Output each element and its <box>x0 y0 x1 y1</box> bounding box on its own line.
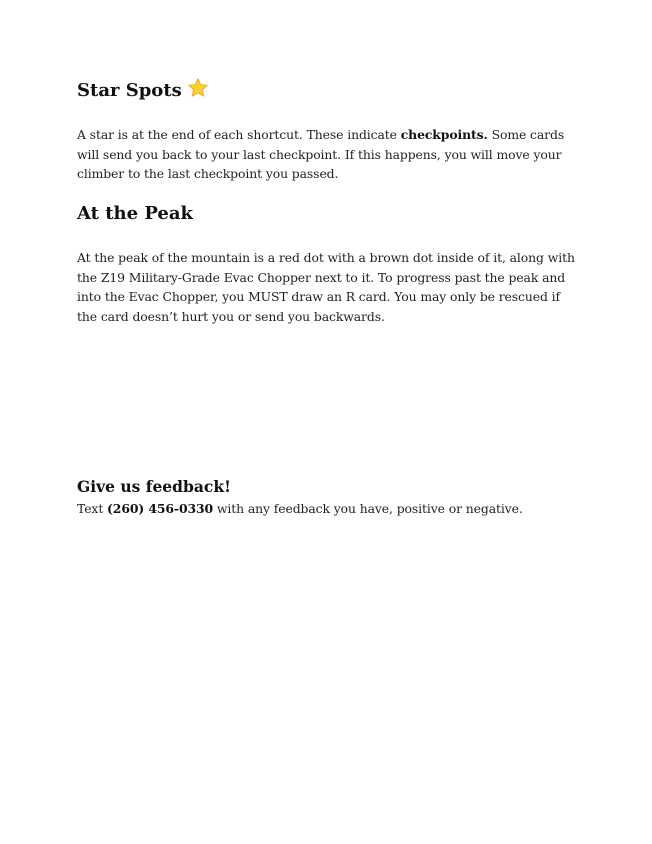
section-star-spots <box>77 77 577 184</box>
section-feedback <box>77 477 577 519</box>
star-spots-text-2: Some cards will send you back to your last checkpoint. If this happens, you will move your climber to the last checkpoint you passed. <box>77 127 565 181</box>
star-spots-text-1: A star is at the end of each shortcut. These indicate <box>77 127 401 142</box>
star-spots-heading <box>77 77 577 103</box>
star-spots-paragraph <box>77 125 577 184</box>
at-the-peak-paragraph: At the peak of the mountain is a red dot with a brown dot inside of it, along with the Z19 Military-Grade Evac Chopper next to it. To progress past the peak and into the Evac Chopper, you MUST draw an R card. You may only be rescued if the card doesn’t hurt you or send you backwards. <box>77 250 575 324</box>
feedback-text-1: Text <box>77 501 108 516</box>
feedback-text-2: with any feedback you have, positive or negative. <box>213 501 523 516</box>
feedback-paragraph <box>77 499 577 519</box>
feedback-phone: (260) 456-0330 <box>107 501 214 516</box>
section-at-the-peak <box>77 202 577 326</box>
star-spots-heading-text: Star Spots <box>77 80 182 101</box>
feedback-heading: Give us feedback! <box>77 477 231 496</box>
star-icon <box>187 77 209 99</box>
checkpoints-term: checkpoints. <box>400 127 488 142</box>
at-the-peak-heading: At the Peak <box>77 203 193 224</box>
